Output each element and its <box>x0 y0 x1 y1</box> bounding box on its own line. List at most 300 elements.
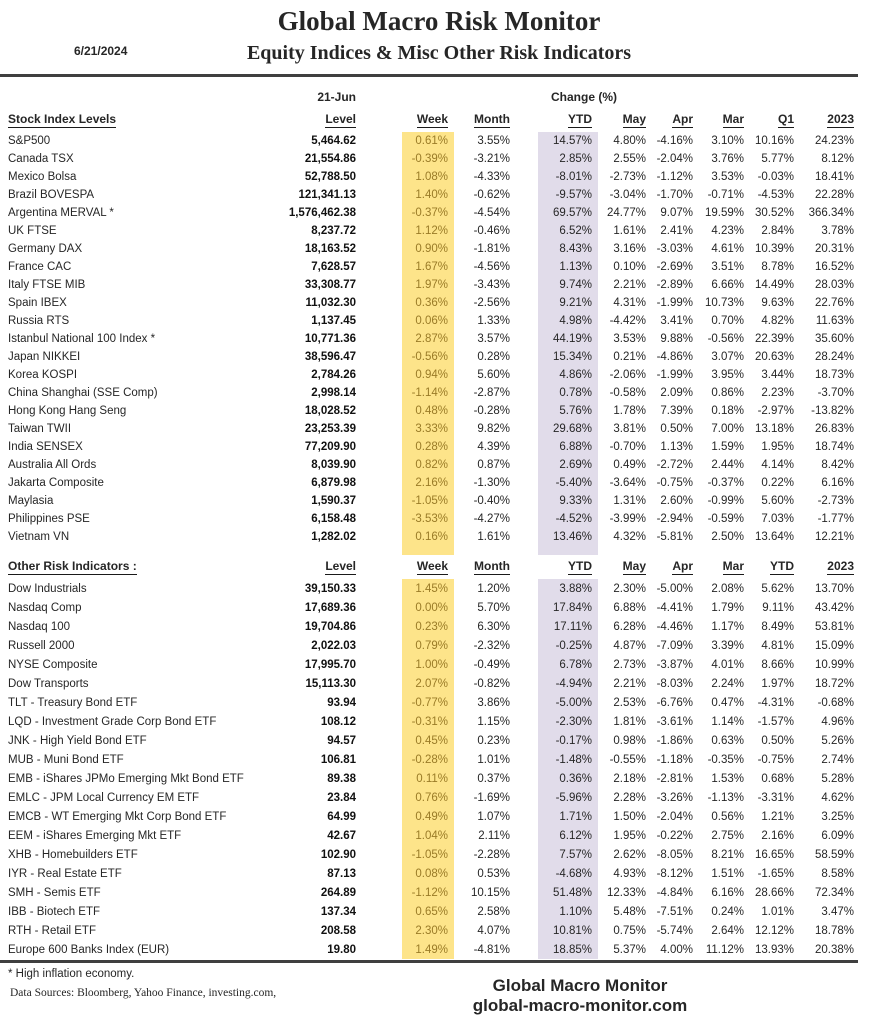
level-value: 6,879.98 <box>311 477 356 489</box>
table-row <box>8 921 860 940</box>
ytd-value: 13.46% <box>538 528 598 546</box>
level-value: 19.80 <box>327 943 356 956</box>
mar-value: 3.39% <box>711 639 744 652</box>
y2023-value: 35.60% <box>814 333 854 345</box>
apr-value: -4.46% <box>656 620 693 633</box>
may-value: 24.77% <box>606 207 646 219</box>
month-value: -4.27% <box>473 513 510 525</box>
may-value: 1.61% <box>613 225 646 237</box>
q1-value: 0.50% <box>761 734 794 747</box>
level-value: 137.34 <box>320 905 356 918</box>
level-value: 39,150.33 <box>304 582 356 595</box>
month-value: -1.81% <box>473 243 510 255</box>
level-value: 1,137.45 <box>311 315 356 327</box>
month-value: 2.11% <box>478 829 510 842</box>
may-value: 4.32% <box>613 531 646 543</box>
col-week: Week <box>416 112 448 126</box>
ytd-value: -5.40% <box>538 474 598 492</box>
may-value: 4.87% <box>613 639 646 652</box>
level-value: 21,554.86 <box>304 153 356 165</box>
footnote: * High inflation economy. <box>8 968 135 980</box>
q1-value: -0.03% <box>757 171 794 183</box>
ytd-value: 1.71% <box>538 807 598 826</box>
level-value: 1,590.37 <box>311 495 356 507</box>
level-value: 208.58 <box>320 924 356 937</box>
level-value: 2,022.03 <box>311 639 356 652</box>
level-value: 52,788.50 <box>304 171 356 183</box>
may-value: 2.55% <box>613 153 646 165</box>
data-sources: Data Sources: Bloomberg, Yahoo Finance, investing.com, <box>10 987 277 999</box>
apr-value: -2.89% <box>656 279 693 291</box>
level-value: 64.99 <box>327 810 356 823</box>
q1-value: -2.97% <box>757 405 794 417</box>
level-value: 23.84 <box>327 791 356 804</box>
row-label: China Shanghai (SSE Comp) <box>8 387 158 399</box>
level-value: 121,341.13 <box>298 189 356 201</box>
mar-value: 0.18% <box>711 405 744 417</box>
level-value: 102.90 <box>320 848 356 861</box>
row-label: Russia RTS <box>8 315 70 327</box>
apr-value: -5.00% <box>656 582 693 595</box>
y2023-value: 6.09% <box>821 829 854 842</box>
level-value: 93.94 <box>327 696 356 709</box>
mar-value: -0.37% <box>707 477 744 489</box>
y2023-value: 6.16% <box>821 477 854 489</box>
week-value: 1.04% <box>402 826 454 845</box>
ytd-value: 10.81% <box>538 921 598 940</box>
brand-block <box>400 976 760 1016</box>
level-value: 18,028.52 <box>304 405 356 417</box>
y2023-value: 18.73% <box>814 369 854 381</box>
apr-value: -2.94% <box>656 513 693 525</box>
mar-value: 10.73% <box>704 297 744 309</box>
table-row <box>8 598 860 617</box>
row-label: Maylasia <box>8 495 54 507</box>
ytd-value: 69.57% <box>538 204 598 222</box>
may-value: 1.50% <box>613 810 646 823</box>
row-label: Germany DAX <box>8 243 83 255</box>
ytd-value: 4.98% <box>538 312 598 330</box>
week-value: 1.12% <box>402 222 454 240</box>
mar-value: 4.01% <box>711 658 744 671</box>
brand-name: Global Macro Monitor <box>492 976 668 995</box>
col-may: May <box>622 559 646 573</box>
may-value: 2.30% <box>613 582 646 595</box>
level-value: 10,771.36 <box>304 333 356 345</box>
y2023-value: 3.25% <box>821 810 854 823</box>
week-value: 1.08% <box>402 168 454 186</box>
month-value: -3.43% <box>473 279 510 291</box>
col-level: Level <box>325 559 356 573</box>
table-row <box>8 655 860 674</box>
mar-value: 3.07% <box>711 351 744 363</box>
mar-value: 2.75% <box>711 829 744 842</box>
ytd-value: 5.76% <box>538 402 598 420</box>
col-2023: 2023 <box>827 559 854 573</box>
y2023-value: 28.24% <box>814 351 854 363</box>
level-value: 8,237.72 <box>311 225 356 237</box>
q1-value: 14.49% <box>754 279 794 291</box>
month-value: -0.40% <box>473 495 510 507</box>
row-label: EEM - iShares Emerging Mkt ETF <box>8 829 182 842</box>
ytd-value: 0.78% <box>538 384 598 402</box>
may-value: 1.95% <box>613 829 646 842</box>
week-value: -0.28% <box>402 750 454 769</box>
may-value: -4.42% <box>609 315 646 327</box>
week-value: 0.94% <box>402 366 454 384</box>
row-label: Philippines PSE <box>8 513 90 525</box>
table-row <box>8 384 860 402</box>
q1-value: 1.95% <box>761 441 794 453</box>
level-value: 33,308.77 <box>304 279 356 291</box>
apr-value: -8.03% <box>656 677 693 690</box>
table-row <box>8 845 860 864</box>
apr-value: 4.00% <box>660 943 693 956</box>
table-row <box>8 826 860 845</box>
row-label: Europe 600 Banks Index (EUR) <box>8 943 170 956</box>
q1-value: -1.65% <box>757 867 794 880</box>
may-value: 1.81% <box>613 715 646 728</box>
apr-value: -3.61% <box>656 715 693 728</box>
q1-value: 4.14% <box>761 459 794 471</box>
mar-value: 6.16% <box>711 886 744 899</box>
month-value: 0.28% <box>477 351 510 363</box>
ytd-value: -9.57% <box>538 186 598 204</box>
row-label: IBB - Biotech ETF <box>8 905 101 918</box>
may-value: 2.28% <box>613 791 646 804</box>
month-value: 5.70% <box>477 601 510 614</box>
ytd-value: 0.36% <box>538 769 598 788</box>
apr-value: -0.22% <box>656 829 693 842</box>
tables-container <box>8 86 860 959</box>
may-value: 0.21% <box>613 351 646 363</box>
table-row <box>8 150 860 168</box>
mar-value: 19.59% <box>704 207 744 219</box>
y2023-value: 8.42% <box>821 459 854 471</box>
apr-value: -4.16% <box>656 135 693 147</box>
row-label: XHB - Homebuilders ETF <box>8 848 138 861</box>
q1-value: 12.12% <box>754 924 794 937</box>
apr-value: 2.41% <box>660 225 693 237</box>
level-value: 19,704.86 <box>304 620 356 633</box>
may-value: 5.37% <box>613 943 646 956</box>
level-value: 108.12 <box>320 715 356 728</box>
row-label: LQD - Investment Grade Corp Bond ETF <box>8 715 217 728</box>
ytd-value: 2.69% <box>538 456 598 474</box>
week-value: -1.05% <box>402 492 454 510</box>
mar-value: 2.44% <box>711 459 744 471</box>
ytd-value: 9.74% <box>538 276 598 294</box>
week-value: 0.23% <box>402 617 454 636</box>
apr-value: -2.69% <box>656 261 693 273</box>
col-ytd2: YTD <box>770 559 794 573</box>
ytd-value: -5.00% <box>538 693 598 712</box>
q1-value: 5.77% <box>761 153 794 165</box>
may-value: -2.06% <box>609 369 646 381</box>
q1-value: 1.97% <box>761 677 794 690</box>
may-value: 3.16% <box>613 243 646 255</box>
month-value: 3.86% <box>477 696 510 709</box>
apr-value: -4.84% <box>656 886 693 899</box>
q1-value: 1.01% <box>761 905 794 918</box>
q1-value: -1.57% <box>757 715 794 728</box>
month-value: -2.32% <box>473 639 510 652</box>
apr-value: -3.03% <box>656 243 693 255</box>
q1-value: 16.65% <box>754 848 794 861</box>
row-label: Istanbul National 100 Index * <box>8 333 156 345</box>
table-row <box>8 222 860 240</box>
row-label: Russell 2000 <box>8 639 75 652</box>
q1-value: 22.39% <box>754 333 794 345</box>
mar-value: 0.47% <box>711 696 744 709</box>
row-label: JNK - High Yield Bond ETF <box>8 734 147 747</box>
week-value: 0.08% <box>402 864 454 883</box>
row-label: Jakarta Composite <box>8 477 104 489</box>
q1-value: 5.62% <box>761 582 794 595</box>
level-value: 8,039.90 <box>311 459 356 471</box>
level-value: 264.89 <box>320 886 356 899</box>
mar-value: -0.56% <box>707 333 744 345</box>
level-value: 5,464.62 <box>311 135 356 147</box>
table-row <box>8 940 860 959</box>
ytd-value: 1.10% <box>538 902 598 921</box>
row-label: Dow Transports <box>8 677 89 690</box>
table-row <box>8 750 860 769</box>
q1-value: 3.44% <box>761 369 794 381</box>
risk-section-label: Other Risk Indicators : <box>8 559 137 573</box>
mar-value: 3.53% <box>711 171 744 183</box>
may-value: 2.18% <box>613 772 646 785</box>
y2023-value: 4.96% <box>821 715 854 728</box>
level-value: 106.81 <box>320 753 356 766</box>
row-label: SMH - Semis ETF <box>8 886 101 899</box>
month-value: 1.07% <box>477 810 510 823</box>
col-may: May <box>622 112 646 126</box>
ytd-value: 6.52% <box>538 222 598 240</box>
y2023-value: 4.62% <box>821 791 854 804</box>
ytd-value: 1.13% <box>538 258 598 276</box>
q1-value: 0.68% <box>761 772 794 785</box>
row-label: MUB - Muni Bond ETF <box>8 753 124 766</box>
q1-value: 13.18% <box>754 423 794 435</box>
may-value: 12.33% <box>606 886 646 899</box>
month-value: -3.21% <box>473 153 510 165</box>
month-value: 1.15% <box>477 715 510 728</box>
ytd-value: 6.88% <box>538 438 598 456</box>
row-label: Vietnam VN <box>8 531 70 543</box>
mar-value: 1.59% <box>711 441 744 453</box>
mar-value: 2.08% <box>711 582 744 595</box>
y2023-value: 20.38% <box>814 943 854 956</box>
apr-value: -1.99% <box>656 297 693 309</box>
week-value: 1.45% <box>402 579 454 598</box>
month-value: -4.33% <box>473 171 510 183</box>
apr-value: -7.51% <box>656 905 693 918</box>
mar-value: 3.51% <box>711 261 744 273</box>
week-value: 0.90% <box>402 240 454 258</box>
y2023-value: 8.12% <box>821 153 854 165</box>
month-value: 4.07% <box>477 924 510 937</box>
mar-value: 7.00% <box>711 423 744 435</box>
row-label: Dow Industrials <box>8 582 87 595</box>
apr-value: 0.50% <box>660 423 693 435</box>
q1-value: 1.21% <box>761 810 794 823</box>
may-value: 4.31% <box>613 297 646 309</box>
q1-value: 7.03% <box>761 513 794 525</box>
ytd-value: -1.48% <box>538 750 598 769</box>
table-row <box>8 528 860 546</box>
may-value: -3.99% <box>609 513 646 525</box>
table-row <box>8 617 860 636</box>
week-value: 2.87% <box>402 330 454 348</box>
apr-value: -2.04% <box>656 810 693 823</box>
level-value: 42.67 <box>327 829 356 842</box>
risk-table-header-row <box>8 555 860 579</box>
table-row <box>8 769 860 788</box>
month-value: -0.46% <box>473 225 510 237</box>
y2023-value: 366.34% <box>808 207 854 219</box>
ytd-value: 18.85% <box>538 940 598 959</box>
ytd-value: -8.01% <box>538 168 598 186</box>
mar-value: 0.86% <box>711 387 744 399</box>
level-value: 89.38 <box>327 772 356 785</box>
table-row <box>8 258 860 276</box>
may-value: 6.88% <box>613 601 646 614</box>
may-value: 2.53% <box>613 696 646 709</box>
month-value: -2.87% <box>473 387 510 399</box>
y2023-value: -0.68% <box>817 696 854 709</box>
month-value: 5.60% <box>477 369 510 381</box>
table-row <box>8 579 860 598</box>
table-row <box>8 420 860 438</box>
mar-value: 8.21% <box>711 848 744 861</box>
table-row <box>8 902 860 921</box>
level-value: 17,995.70 <box>304 658 356 671</box>
table-row <box>8 492 860 510</box>
q1-value: 9.11% <box>762 601 794 614</box>
table-row <box>8 807 860 826</box>
q1-value: 4.82% <box>761 315 794 327</box>
month-value: -1.30% <box>473 477 510 489</box>
y2023-value: 53.81% <box>814 620 854 633</box>
row-label: UK FTSE <box>8 225 57 237</box>
row-label: Brazil BOVESPA <box>8 189 95 201</box>
row-label: France CAC <box>8 261 72 273</box>
row-label: Italy FTSE MIB <box>8 279 86 291</box>
week-value: 0.00% <box>402 598 454 617</box>
mar-value: 11.12% <box>705 943 744 956</box>
q1-value: 5.60% <box>761 495 794 507</box>
q1-value: 4.81% <box>761 639 794 652</box>
apr-value: -1.86% <box>656 734 693 747</box>
ytd-value: 4.86% <box>538 366 598 384</box>
mar-value: 2.50% <box>711 531 744 543</box>
y2023-value: 24.23% <box>814 135 854 147</box>
pre-header-row <box>8 86 860 108</box>
apr-value: -2.72% <box>656 459 693 471</box>
risk-indicators-table <box>8 555 860 959</box>
apr-value: -5.81% <box>656 531 693 543</box>
row-label: Japan NIKKEI <box>8 351 81 363</box>
mar-value: 2.64% <box>711 924 744 937</box>
q1-value: 10.39% <box>754 243 794 255</box>
level-value: 7,628.57 <box>311 261 356 273</box>
week-value: 0.48% <box>402 402 454 420</box>
ytd-value: -4.68% <box>538 864 598 883</box>
row-label: Nasdaq Comp <box>8 601 82 614</box>
apr-value: -1.99% <box>656 369 693 381</box>
col-apr: Apr <box>672 112 693 126</box>
q1-value: 13.64% <box>754 531 794 543</box>
y2023-value: 22.28% <box>814 189 854 201</box>
mar-value: 1.17% <box>711 620 744 633</box>
y2023-value: 10.99% <box>814 658 854 671</box>
month-value: -0.82% <box>473 677 510 690</box>
apr-value: -1.18% <box>656 753 693 766</box>
mar-value: 2.24% <box>711 677 744 690</box>
y2023-value: 2.74% <box>821 753 854 766</box>
mar-value: -0.59% <box>707 513 744 525</box>
week-value: -0.77% <box>402 693 454 712</box>
y2023-value: 3.78% <box>821 225 854 237</box>
mar-value: 4.61% <box>711 243 744 255</box>
apr-value: -4.86% <box>656 351 693 363</box>
brand-site: global-macro-monitor.com <box>472 996 688 1015</box>
may-value: 2.73% <box>613 658 646 671</box>
level-value: 87.13 <box>327 867 356 880</box>
q1-value: 30.52% <box>754 207 794 219</box>
y2023-value: 18.41% <box>814 171 854 183</box>
y2023-value: 16.52% <box>814 261 854 273</box>
ytd-value: 9.33% <box>538 492 598 510</box>
week-value: 2.07% <box>402 674 454 693</box>
stock-table-body <box>8 132 860 546</box>
may-value: -2.73% <box>609 171 646 183</box>
bottom-divider <box>0 960 858 963</box>
level-value: 1,282.02 <box>311 531 356 543</box>
level-value: 1,576,462.38 <box>288 207 356 219</box>
col-mar: Mar <box>722 559 744 573</box>
mar-value: 0.70% <box>711 315 744 327</box>
apr-value: -2.81% <box>656 772 693 785</box>
may-value: 3.53% <box>613 333 646 345</box>
y2023-value: 3.47% <box>821 905 854 918</box>
week-value: -0.56% <box>402 348 454 366</box>
month-value: -4.54% <box>473 207 510 219</box>
level-value: 6,158.48 <box>311 513 356 525</box>
month-value: 9.82% <box>477 423 510 435</box>
y2023-value: 8.58% <box>821 867 854 880</box>
month-value: -0.62% <box>473 189 510 201</box>
row-label: EMCB - WT Emerging Mkt Corp Bond ETF <box>8 810 227 823</box>
table-row <box>8 693 860 712</box>
stock-index-table <box>8 86 860 555</box>
table-row <box>8 510 860 528</box>
week-value: -0.37% <box>402 204 454 222</box>
mar-value: 3.76% <box>711 153 744 165</box>
may-value: 0.75% <box>613 924 646 937</box>
month-value: 0.53% <box>477 867 510 880</box>
apr-value: -1.12% <box>656 171 693 183</box>
week-value: 2.16% <box>402 474 454 492</box>
ytd-value: -0.25% <box>538 636 598 655</box>
month-value: 2.58% <box>477 905 510 918</box>
change-pct-label: Change (%) <box>551 90 617 104</box>
month-value: -2.56% <box>473 297 510 309</box>
level-value: 94.57 <box>327 734 356 747</box>
row-label: TLT - Treasury Bond ETF <box>8 696 138 709</box>
ytd-value: -5.96% <box>538 788 598 807</box>
